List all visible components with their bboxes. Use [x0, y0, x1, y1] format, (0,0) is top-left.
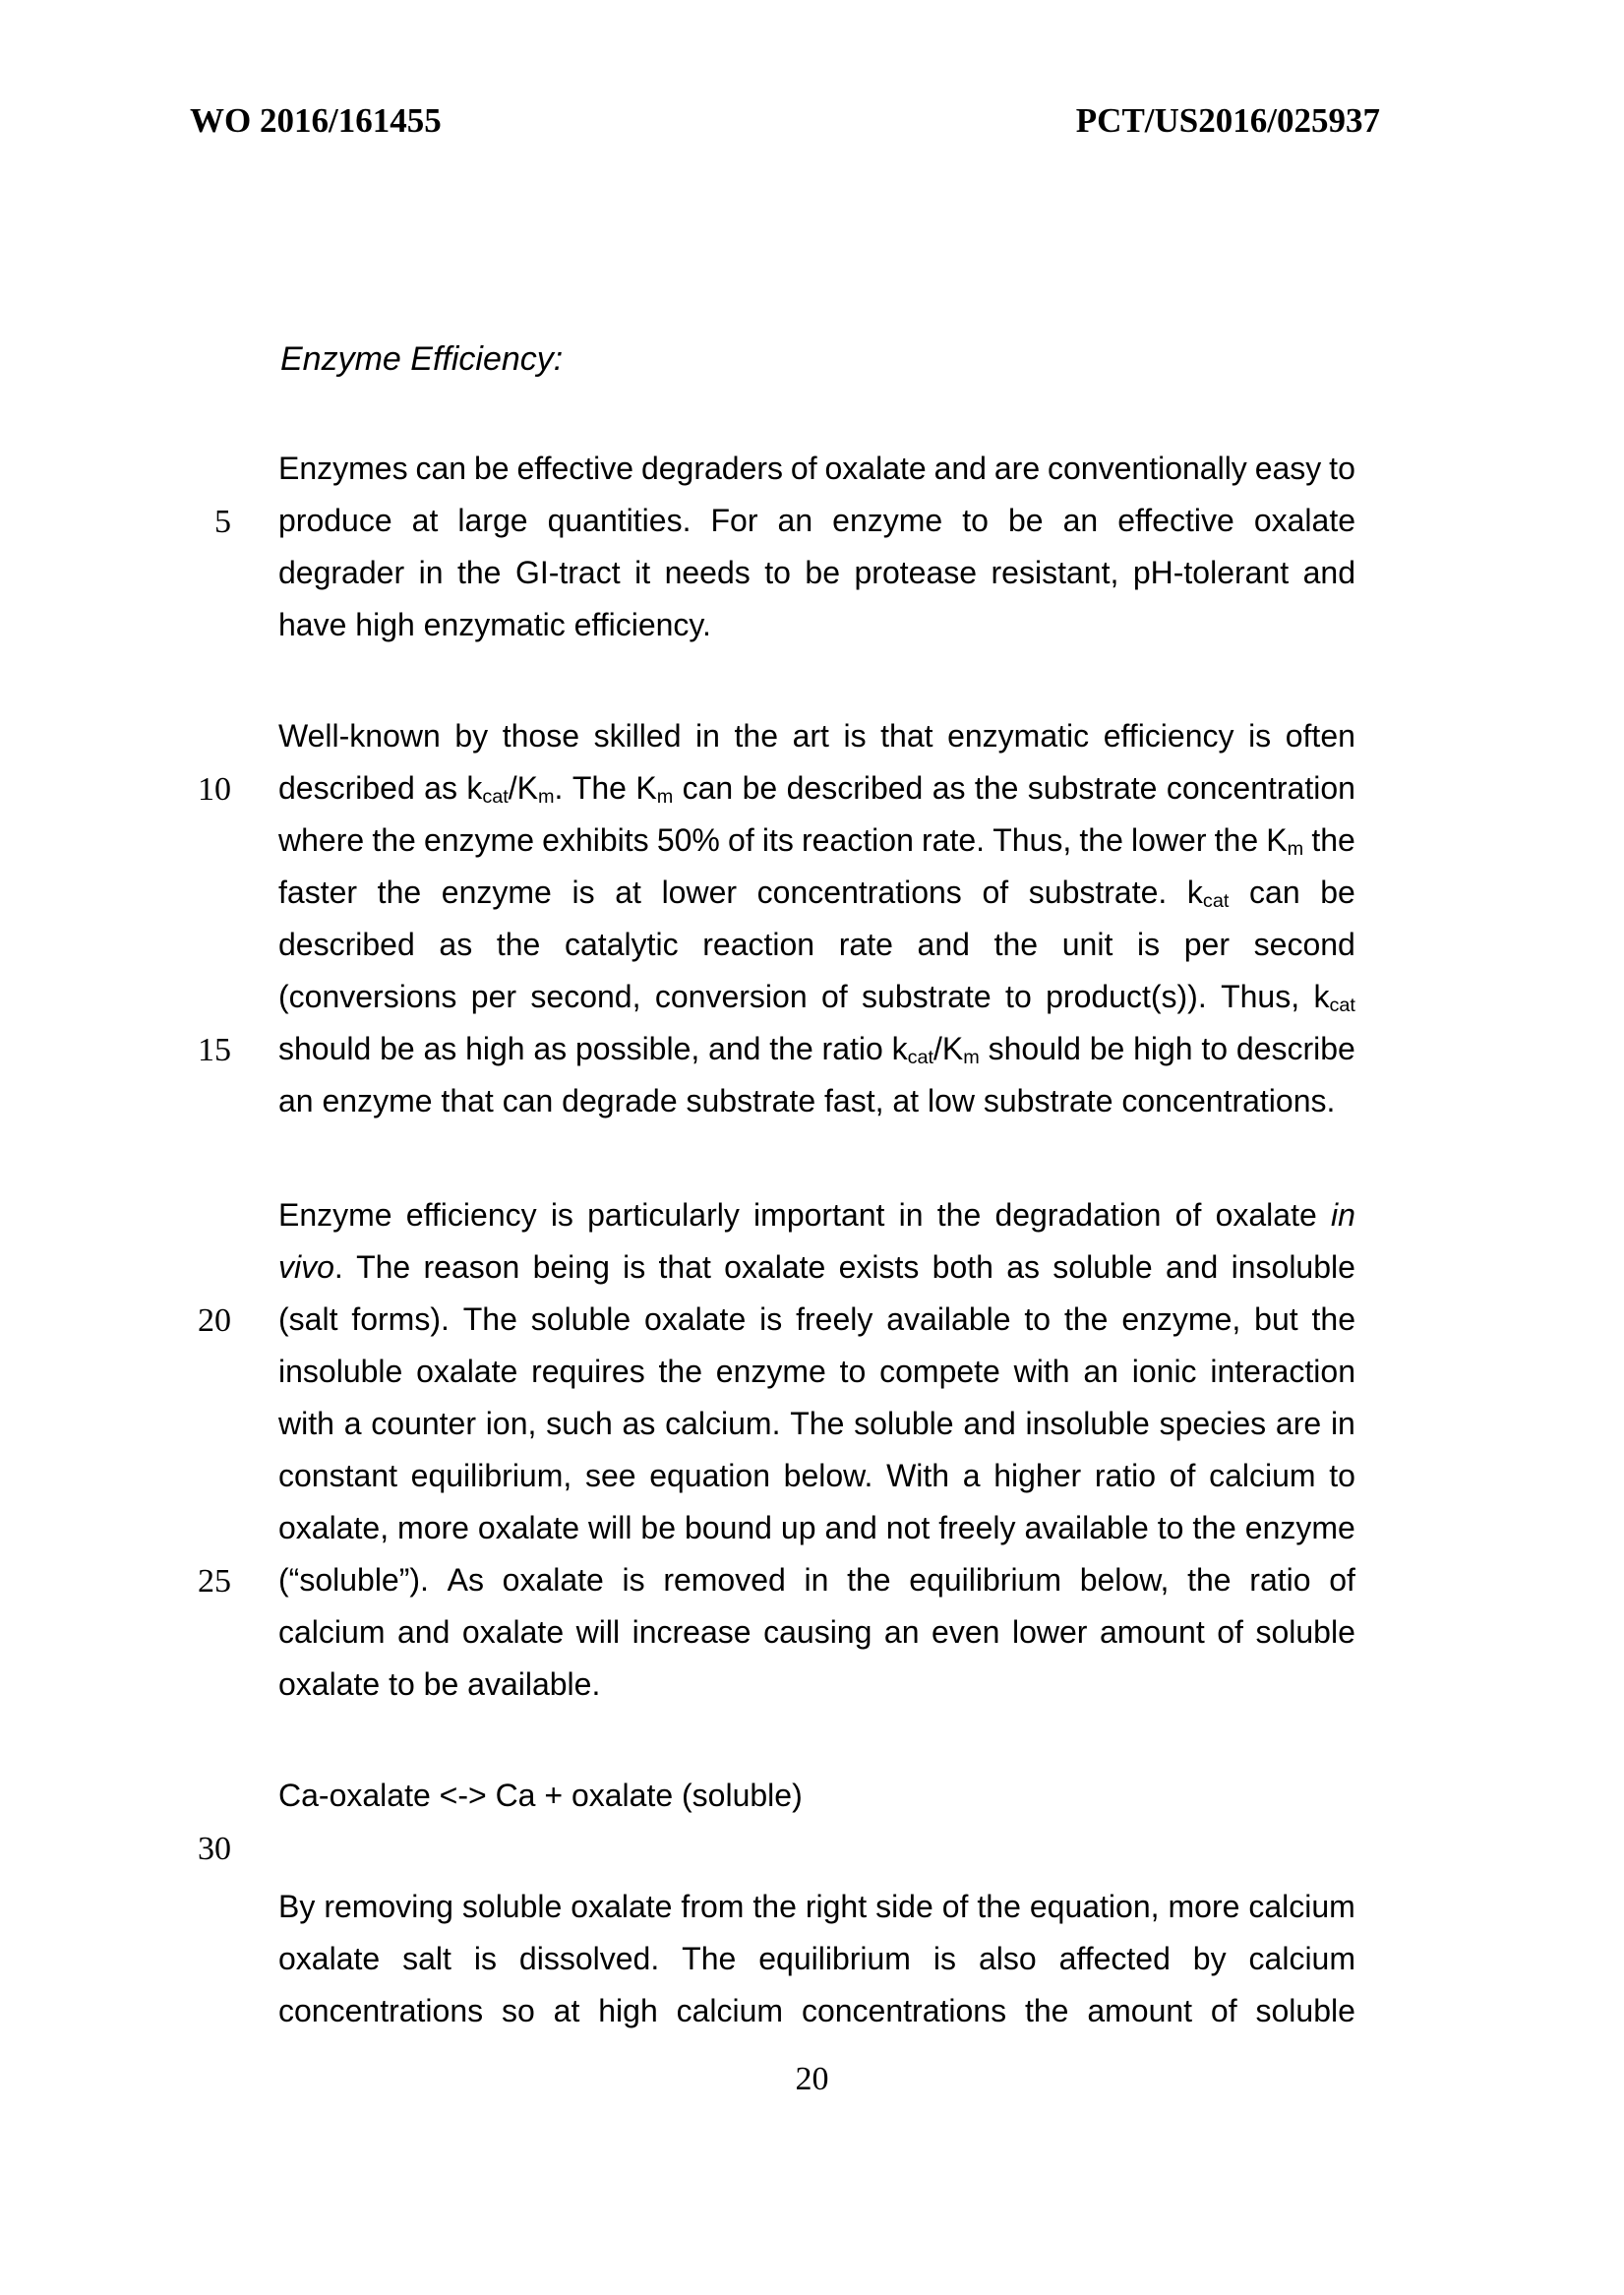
text-line: should be as high as possible, and the ratio $k_{cat}/K_m$ should be high to describe [278, 1031, 1355, 1068]
text-line: constant equilibrium, see equation below. With a higher ratio of calcium to [278, 1458, 1355, 1493]
text-line: By removing soluble oxalate from the right side of the equation, more calcium [278, 1889, 1355, 1924]
text-line: produce at large quantities. For an enzyme to be an effective oxalate [278, 503, 1355, 538]
text-line: (“soluble”). As oxalate is removed in the equilibrium below, the ratio of [278, 1562, 1355, 1598]
line-number-10: 10 [198, 771, 231, 808]
text-line: faster the enzyme is at lower concentrations of substrate. $k_{cat}$ can be [278, 875, 1355, 912]
text-line: concentrations so at high calcium concentrations the amount of soluble [278, 1993, 1355, 2028]
line-number-30: 30 [198, 1831, 231, 1867]
line-number-20: 20 [198, 1302, 231, 1339]
text-line: (salt forms). The soluble oxalate is freely available to the enzyme, but the [278, 1301, 1355, 1337]
text-line: described as $k_{cat}/K_m$. The $K_m$ can be described as the substrate concentration [278, 770, 1355, 808]
text-line: (conversions per second, conversion of substrate to product(s)). Thus, $k_{cat}$ [278, 979, 1355, 1016]
paragraph-2 [278, 710, 1355, 1127]
text-line: where the enzyme exhibits 50% of its reaction rate. Thus, the lower the $K_m$ the [278, 822, 1355, 860]
text-line: have high enzymatic efficiency. [278, 607, 711, 642]
application-number: PCT/US2016/025937 [1075, 101, 1380, 140]
equation-line [278, 1770, 1355, 1822]
text-line: Enzyme efficiency is particularly important in the degradation of oxalate in [278, 1197, 1355, 1233]
publication-number: WO 2016/161455 [190, 101, 442, 140]
text-line: oxalate to be available. [278, 1666, 601, 1702]
text-line: Enzymes can be effective degraders of oxalate and are conventionally easy to [278, 451, 1355, 486]
text-line: calcium and oxalate will increase causing an even lower amount of soluble [278, 1614, 1355, 1650]
paragraph-4 [278, 1881, 1355, 2037]
line-number-25: 25 [198, 1563, 231, 1600]
page-number: 20 [795, 2061, 829, 2097]
text-line: with a counter ion, such as calcium. The soluble and insoluble species are in [278, 1406, 1355, 1441]
text-line: Well-known by those skilled in the art is that enzymatic efficiency is often [278, 718, 1355, 754]
text-line: insoluble oxalate requires the enzyme to compete with an ionic interaction [278, 1354, 1355, 1389]
section-title: Enzyme Efficiency: [280, 340, 564, 378]
text-line: oxalate salt is dissolved. The equilibrium is also affected by calcium [278, 1941, 1355, 1976]
text-line: vivo. The reason being is that oxalate exists both as soluble and insoluble [278, 1249, 1355, 1285]
paragraph-3 [278, 1189, 1355, 1711]
paragraph-1 [278, 443, 1355, 651]
text-line: degrader in the GI-tract it needs to be protease resistant, pH-tolerant and [278, 555, 1355, 590]
line-number-15: 15 [198, 1032, 231, 1068]
text-line: oxalate, more oxalate will be bound up and not freely available to the enzyme [278, 1510, 1355, 1545]
text-line: an enzyme that can degrade substrate fast, at low substrate concentrations. [278, 1083, 1336, 1118]
text-line: Ca-oxalate <-> Ca + oxalate (soluble) [278, 1778, 803, 1813]
text-line: described as the catalytic reaction rate and the unit is per second [278, 927, 1355, 962]
line-number-5: 5 [214, 504, 231, 540]
